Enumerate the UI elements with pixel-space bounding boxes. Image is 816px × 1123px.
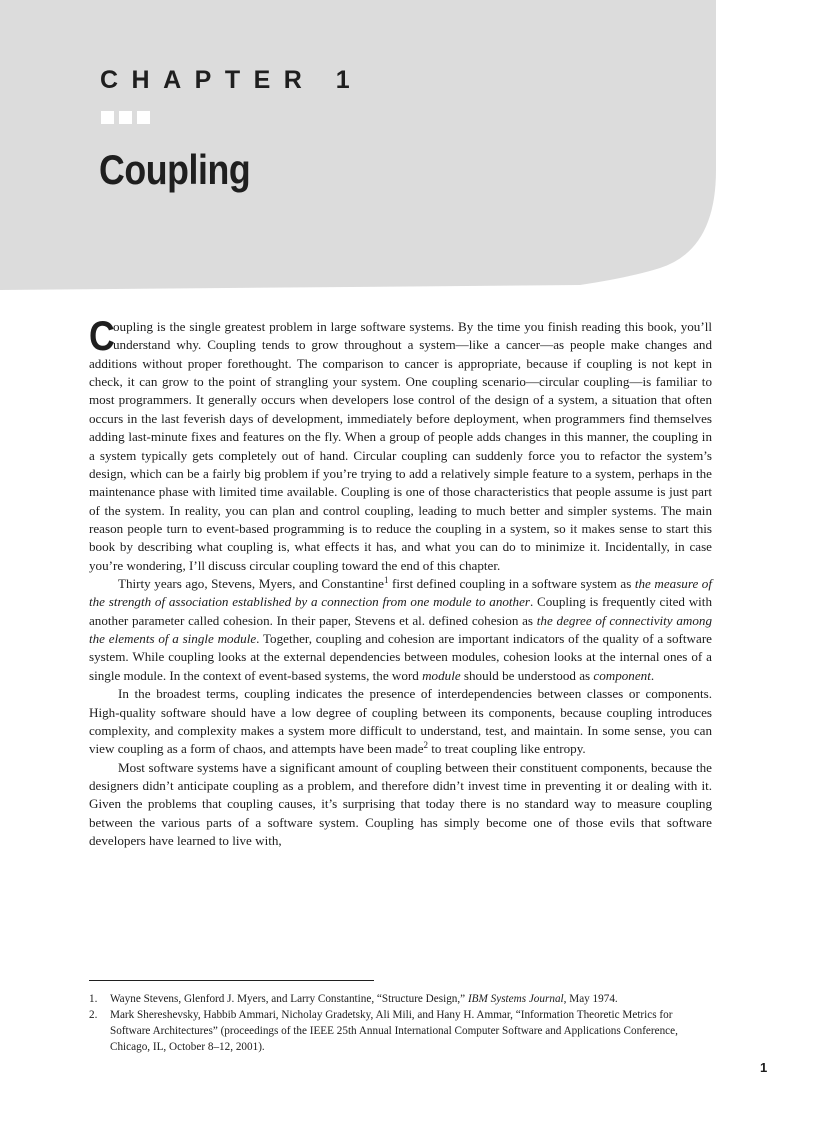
text-run: first defined coupling in a software system as [388, 576, 635, 592]
footnote-number: 1. [89, 993, 98, 1005]
text-run: Thirty years ago, Stevens, Myers, and Constantine [118, 576, 384, 592]
text-run: . [650, 667, 655, 683]
square-icon [137, 111, 150, 124]
text-run: . Together, coupling and cohesion are important indicators of the quality of a software system. While coupling looks at the external dependencies between modules, cohesion looks at the internal ones of a single module. In the context of event-based systems, the word [89, 631, 712, 683]
paragraph-2 [89, 575, 712, 685]
paragraph-3 [89, 685, 712, 758]
body-text [89, 312, 712, 850]
term-component: component [593, 667, 651, 683]
journal-title: IBM Systems Journal [467, 993, 564, 1005]
footnote-number: 2. [89, 1009, 98, 1022]
square-icon [101, 111, 114, 124]
footnotes [89, 991, 712, 1055]
chapter-label: CHAPTER 1 [100, 66, 364, 94]
text-run: to treat coupling like entropy. [428, 741, 586, 757]
definition-coupling: the measure of the strength of association established by a connection from one module to another [89, 576, 712, 610]
footnote-text: , May 1974. [563, 993, 618, 1005]
chapter-header-band [0, 0, 816, 290]
footnote-ref-2[interactable]: 2 [423, 740, 429, 751]
text-run: should be understood as [460, 667, 594, 683]
drop-cap: C [89, 312, 115, 359]
paragraph-4: Most software systems have a significant amount of coupling between their constituent components, because the designers didn’t anticipate coupling as a problem, and therefore didn’t invest time in preventing it or dealing with it. Given the problems that coupling causes, it’s surprising that today there is no standard way to measure coupling between the various parts of a software system. Coupling has simply become one of those evils that software developers have learned to live with, [89, 759, 712, 849]
square-icon [119, 111, 132, 124]
footnote-text: Wayne Stevens, Glenford J. Myers, and Larry Constantine, “Structure Design,” [110, 993, 468, 1005]
page-number: 1 [760, 1060, 768, 1075]
footnote-text: Mark Shereshevsky, Habbib Ammari, Nicholay Gradetsky, Ali Mili, and Hany H. Ammar, “Information Theoretic Metrics for Software Architectures” (proceedings of the IEEE 25th Annual International Computer Software and Applications Conference, Chicago, IL, October 8–12, 2001). [110, 1009, 678, 1054]
text-run: . Coupling is frequently cited with another parameter called cohesion. In their paper, Stevens et al. defined cohesion as [89, 594, 712, 628]
text-run: In the broadest terms, coupling indicates the presence of interdependencies between classes or components. High-quality software should have a low degree of coupling between its components, because coupling introduces complexity, and complexity makes a system more difficult to understand, test, and maintain. In some sense, you can view coupling as a form of chaos, and attempts have been made [89, 686, 712, 757]
footnote-ref-1[interactable]: 1 [383, 575, 389, 586]
paragraph-1 [89, 312, 712, 575]
term-module: module [422, 667, 461, 683]
footnote-1 [89, 991, 712, 1007]
footnote-divider [89, 980, 374, 981]
footnote-2 [89, 1007, 712, 1055]
chapter-title: Coupling [99, 146, 251, 193]
paragraph-1-text: oupling is the single greatest problem in large software systems. By the time you finish reading this book, you’ll understand why. Coupling tends to grow throughout a system—like a cancer—as people make changes and additions without proper forethought. The comparison to cancer is appropriate, because if coupling is not kept in check, it can grow to the point of strangling your system. One coupling scenario—circular coupling—is familiar to most programmers. It generally occurs when developers lose control of the design of a system, a situation that often occurs in the last feverish days of development, immediately before deployment, when programmers find themselves adding last-minute fixes and features on the fly. When a group of people adds changes in this manner, the coupling in a system typically gets completely out of hand. Circular coupling can suddenly force you to refactor the system’s design, which can be a fairly big problem if you’re trying to add a relatively simple feature to a system, perhaps in the maintenance phase with limited time available. Coupling is one of those characteristics that people assume is just part of the system. In reality, you can plan and control coupling, leading to much better and simpler systems. The main reason people turn to event-based programming is to reduce the coupling in a system, so it makes sense to start this book by describing what coupling is, what effects it has, and what you can do to minimize it. Incidentally, in case you’re wondering, I’ll discuss circular coupling toward the end of this chapter. [89, 319, 712, 573]
decorative-squares [101, 111, 150, 124]
definition-cohesion: the degree of connectivity among the elements of a single module [89, 612, 712, 647]
